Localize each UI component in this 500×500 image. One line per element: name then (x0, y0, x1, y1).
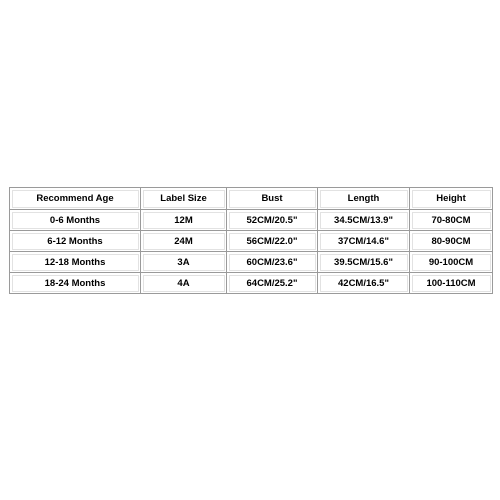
table-row (10, 231, 493, 252)
header-bust: Bust (227, 188, 318, 210)
cell-age: 6-12 Months (10, 231, 141, 252)
cell-label-size: 12M (141, 210, 227, 231)
header-length: Length (318, 188, 410, 210)
cell-bust: 56CM/22.0" (227, 231, 318, 252)
cell-height: 80-90CM (410, 231, 493, 252)
cell-length: 42CM/16.5" (318, 273, 410, 294)
table-row (10, 273, 493, 294)
cell-length: 34.5CM/13.9" (318, 210, 410, 231)
cell-age: 12-18 Months (10, 252, 141, 273)
table-row (10, 210, 493, 231)
size-chart-table (9, 187, 493, 294)
cell-age: 18-24 Months (10, 273, 141, 294)
header-row (10, 188, 493, 210)
cell-length: 37CM/14.6" (318, 231, 410, 252)
table-body (10, 210, 493, 294)
cell-bust: 64CM/25.2" (227, 273, 318, 294)
header-height: Height (410, 188, 493, 210)
header-label-size: Label Size (141, 188, 227, 210)
cell-label-size: 24M (141, 231, 227, 252)
table-row (10, 252, 493, 273)
cell-height: 70-80CM (410, 210, 493, 231)
cell-label-size: 3A (141, 252, 227, 273)
cell-age: 0-6 Months (10, 210, 141, 231)
table-header (10, 188, 493, 210)
cell-bust: 60CM/23.6" (227, 252, 318, 273)
cell-length: 39.5CM/15.6" (318, 252, 410, 273)
cell-height: 100-110CM (410, 273, 493, 294)
cell-height: 90-100CM (410, 252, 493, 273)
cell-label-size: 4A (141, 273, 227, 294)
cell-bust: 52CM/20.5" (227, 210, 318, 231)
header-recommend-age: Recommend Age (10, 188, 141, 210)
